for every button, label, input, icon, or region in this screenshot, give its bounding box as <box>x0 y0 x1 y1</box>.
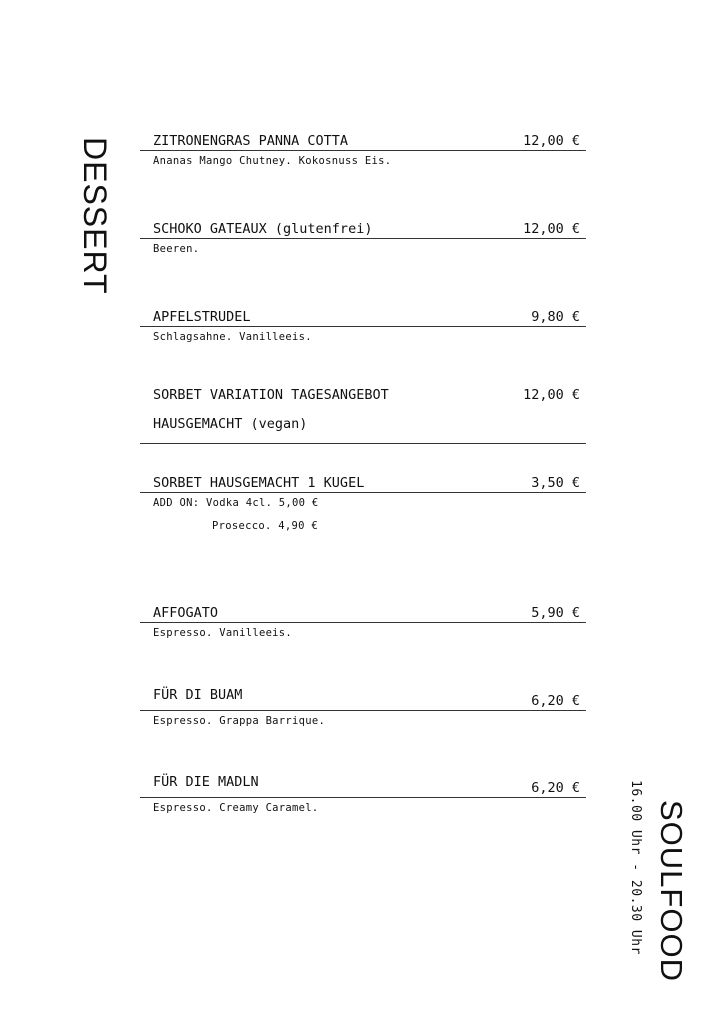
item-price: 5,90 € <box>531 605 580 621</box>
item-description: Schlagsahne. Vanilleeis. <box>153 331 312 343</box>
item-name: FÜR DI BUAM <box>153 687 243 703</box>
item-price: 6,20 € <box>531 693 580 709</box>
divider <box>140 492 586 493</box>
menu-item <box>140 604 586 640</box>
item-price: 12,00 € <box>523 133 580 149</box>
item-description: Beeren. <box>153 243 200 255</box>
menu-item <box>140 386 586 444</box>
item-description: Ananas Mango Chutney. Kokosnuss Eis. <box>153 155 392 167</box>
item-price: 6,20 € <box>531 780 580 796</box>
divider <box>140 238 586 239</box>
item-price: 9,80 € <box>531 309 580 325</box>
item-addon: ADD ON: Vodka 4cl. 5,00 € <box>153 497 319 509</box>
menu-item <box>140 686 586 728</box>
menu-item <box>140 474 586 532</box>
menu-title: SOULFOOD <box>654 800 689 982</box>
item-name-line2: HAUSGEMACHT (vegan) <box>153 416 308 432</box>
menu-item <box>140 220 586 256</box>
menu-item <box>140 773 586 815</box>
item-name: SCHOKO GATEAUX (glutenfrei) <box>153 221 373 237</box>
item-price: 3,50 € <box>531 475 580 491</box>
item-name: AFFOGATO <box>153 605 219 621</box>
item-name: SORBET VARIATION TAGESANGEBOT <box>153 387 389 403</box>
section-title: DESSERT <box>77 137 113 295</box>
divider <box>140 797 586 798</box>
menu-item <box>140 132 586 168</box>
item-description: Espresso. Vanilleeis. <box>153 627 293 639</box>
item-price: 12,00 € <box>523 221 580 237</box>
item-price: 12,00 € <box>523 387 580 403</box>
divider <box>140 710 586 711</box>
item-name: SORBET HAUSGEMACHT 1 KUGEL <box>153 475 365 491</box>
divider <box>140 443 586 444</box>
item-name: FÜR DIE MADLN <box>153 774 259 790</box>
item-description: Espresso. Creamy Caramel. <box>153 802 319 814</box>
item-description: Espresso. Grappa Barrique. <box>153 715 326 727</box>
divider <box>140 326 586 327</box>
item-addon: Prosecco. 4,90 € <box>212 520 318 532</box>
divider <box>140 622 586 623</box>
menu-item <box>140 308 586 344</box>
divider <box>140 150 586 151</box>
item-name: ZITRONENGRAS PANNA COTTA <box>153 133 349 149</box>
opening-hours: 16.00 Uhr - 20.30 Uhr <box>628 780 643 955</box>
item-name: APFELSTRUDEL <box>153 309 251 325</box>
